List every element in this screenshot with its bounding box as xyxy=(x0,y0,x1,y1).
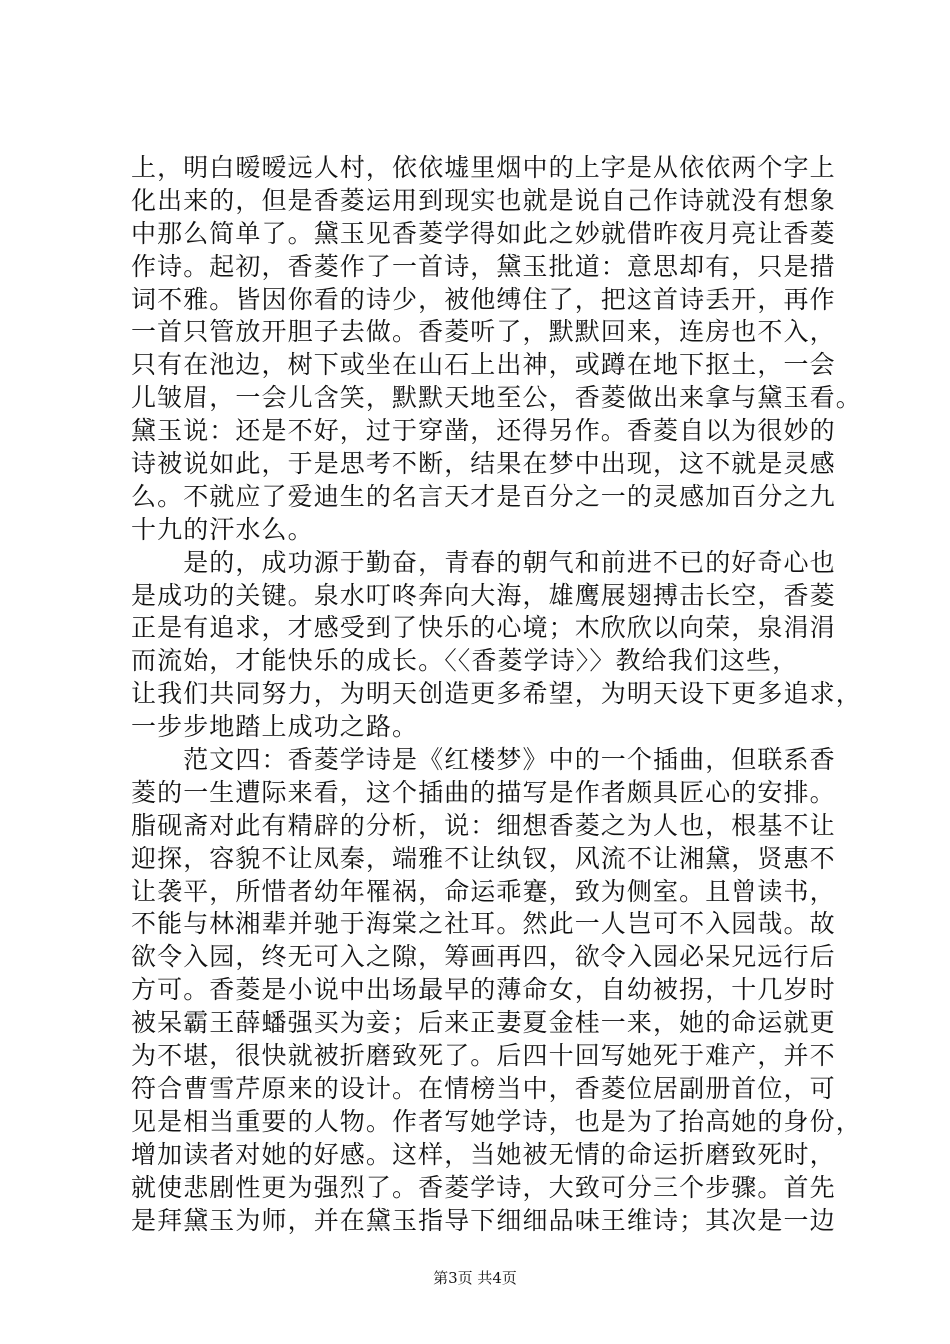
text-line: 一首只管放开胆子去做。香菱听了，默默回来，连房也不入， xyxy=(131,317,836,347)
text-line: 欲令入园，终无可入之隙，筹画再四，欲令入园必呆兄远行后 xyxy=(131,942,836,972)
text-line: 是拜黛玉为师，并在黛玉指导下细细品味王维诗；其次是一边 xyxy=(131,1205,836,1235)
text-line: 中那么简单了。黛玉见香菱学得如此之妙就借昨夜月亮让香菱 xyxy=(131,218,836,248)
text-line: 是成功的关键。泉水叮咚奔向大海，雄鹰展翅搏击长空，香菱 xyxy=(131,580,836,610)
text-line: 一步步地踏上成功之路。 xyxy=(131,712,419,742)
body-text xyxy=(131,152,862,1237)
text-line: 黛玉说：还是不好，过于穿凿，还得另作。香菱自以为很妙的 xyxy=(131,416,836,446)
text-line: 范文四：香菱学诗是《红楼梦》中的一个插曲，但联系香 xyxy=(131,745,836,775)
text-line: 方可。香菱是小说中出场最早的薄命女，自幼被拐，十几岁时 xyxy=(131,975,836,1005)
text-line: 让袭平，所惜者幼年罹祸，命运乖蹇，致为侧室。且曾读书， xyxy=(131,876,836,906)
text-line: 么。不就应了爱迪生的名言天才是百分之一的灵感加百分之九 xyxy=(131,481,836,511)
text-line: 见是相当重要的人物。作者写她学诗，也是为了抬高她的身份， xyxy=(131,1106,862,1136)
text-line: 上，明白暧暧远人村，依依墟里烟中的上字是从依依两个字上 xyxy=(131,153,836,182)
text-line: 作诗。起初，香菱作了一首诗，黛玉批道：意思却有，只是措 xyxy=(131,251,836,281)
text-line: 就使悲剧性更为强烈了。香菱学诗，大致可分三个步骤。首先 xyxy=(131,1172,836,1202)
text-line: 为不堪，很快就被折磨致死了。后四十回写她死于难产，并不 xyxy=(131,1041,836,1071)
text-line: 迎探，容貌不让凤秦，端雅不让纨钗，风流不让湘黛，贤惠不 xyxy=(131,843,836,873)
text-line: 化出来的，但是香菱运用到现实也就是说自己作诗就没有想象 xyxy=(131,185,836,215)
page-number: 第3页 共4页 xyxy=(433,1269,517,1287)
text-line: 是的，成功源于勤奋，青春的朝气和前进不已的好奇心也 xyxy=(131,547,836,577)
text-line: 不能与林湘辈并驰于海棠之社耳。然此一人岂可不入园哉。故 xyxy=(131,909,836,939)
text-line: 而流始，才能快乐的成长。〈〈香菱学诗〉〉教给我们这些， xyxy=(131,646,799,676)
text-line: 符合曹雪芹原来的设计。在情榜当中，香菱位居副册首位，可 xyxy=(131,1073,836,1103)
text-line: 只有在池边，树下或坐在山石上出神，或蹲在地下抠土，一会 xyxy=(131,350,836,380)
text-line: 菱的一生遭际来看，这个插曲的描写是作者颇具匠心的安排。 xyxy=(131,777,836,807)
text-line: 脂砚斋对此有精辟的分析，说：细想香菱之为人也，根基不让 xyxy=(131,810,836,840)
text-line: 词不雅。皆因你看的诗少，被他缚住了，把这首诗丢开，再作 xyxy=(131,284,836,314)
text-line: 诗被说如此，于是思考不断，结果在梦中出现，这不就是灵感 xyxy=(131,449,836,479)
text-line: 十九的汗水么。 xyxy=(131,514,314,544)
text-line: 增加读者对她的好感。这样，当她被无情的命运折磨致死时， xyxy=(131,1139,836,1169)
text-line: 儿皱眉，一会儿含笑，默默天地至公，香菱做出来拿与黛玉看。 xyxy=(131,383,862,413)
text-line: 被呆霸王薛蟠强买为妾；后来正妻夏金桂一来，她的命运就更 xyxy=(131,1008,836,1038)
text-line: 正是有追求，才感受到了快乐的心境；木欣欣以向荣，泉涓涓 xyxy=(131,613,836,643)
text-line: 让我们共同努力，为明天创造更多希望，为明天设下更多追求， xyxy=(131,679,862,709)
